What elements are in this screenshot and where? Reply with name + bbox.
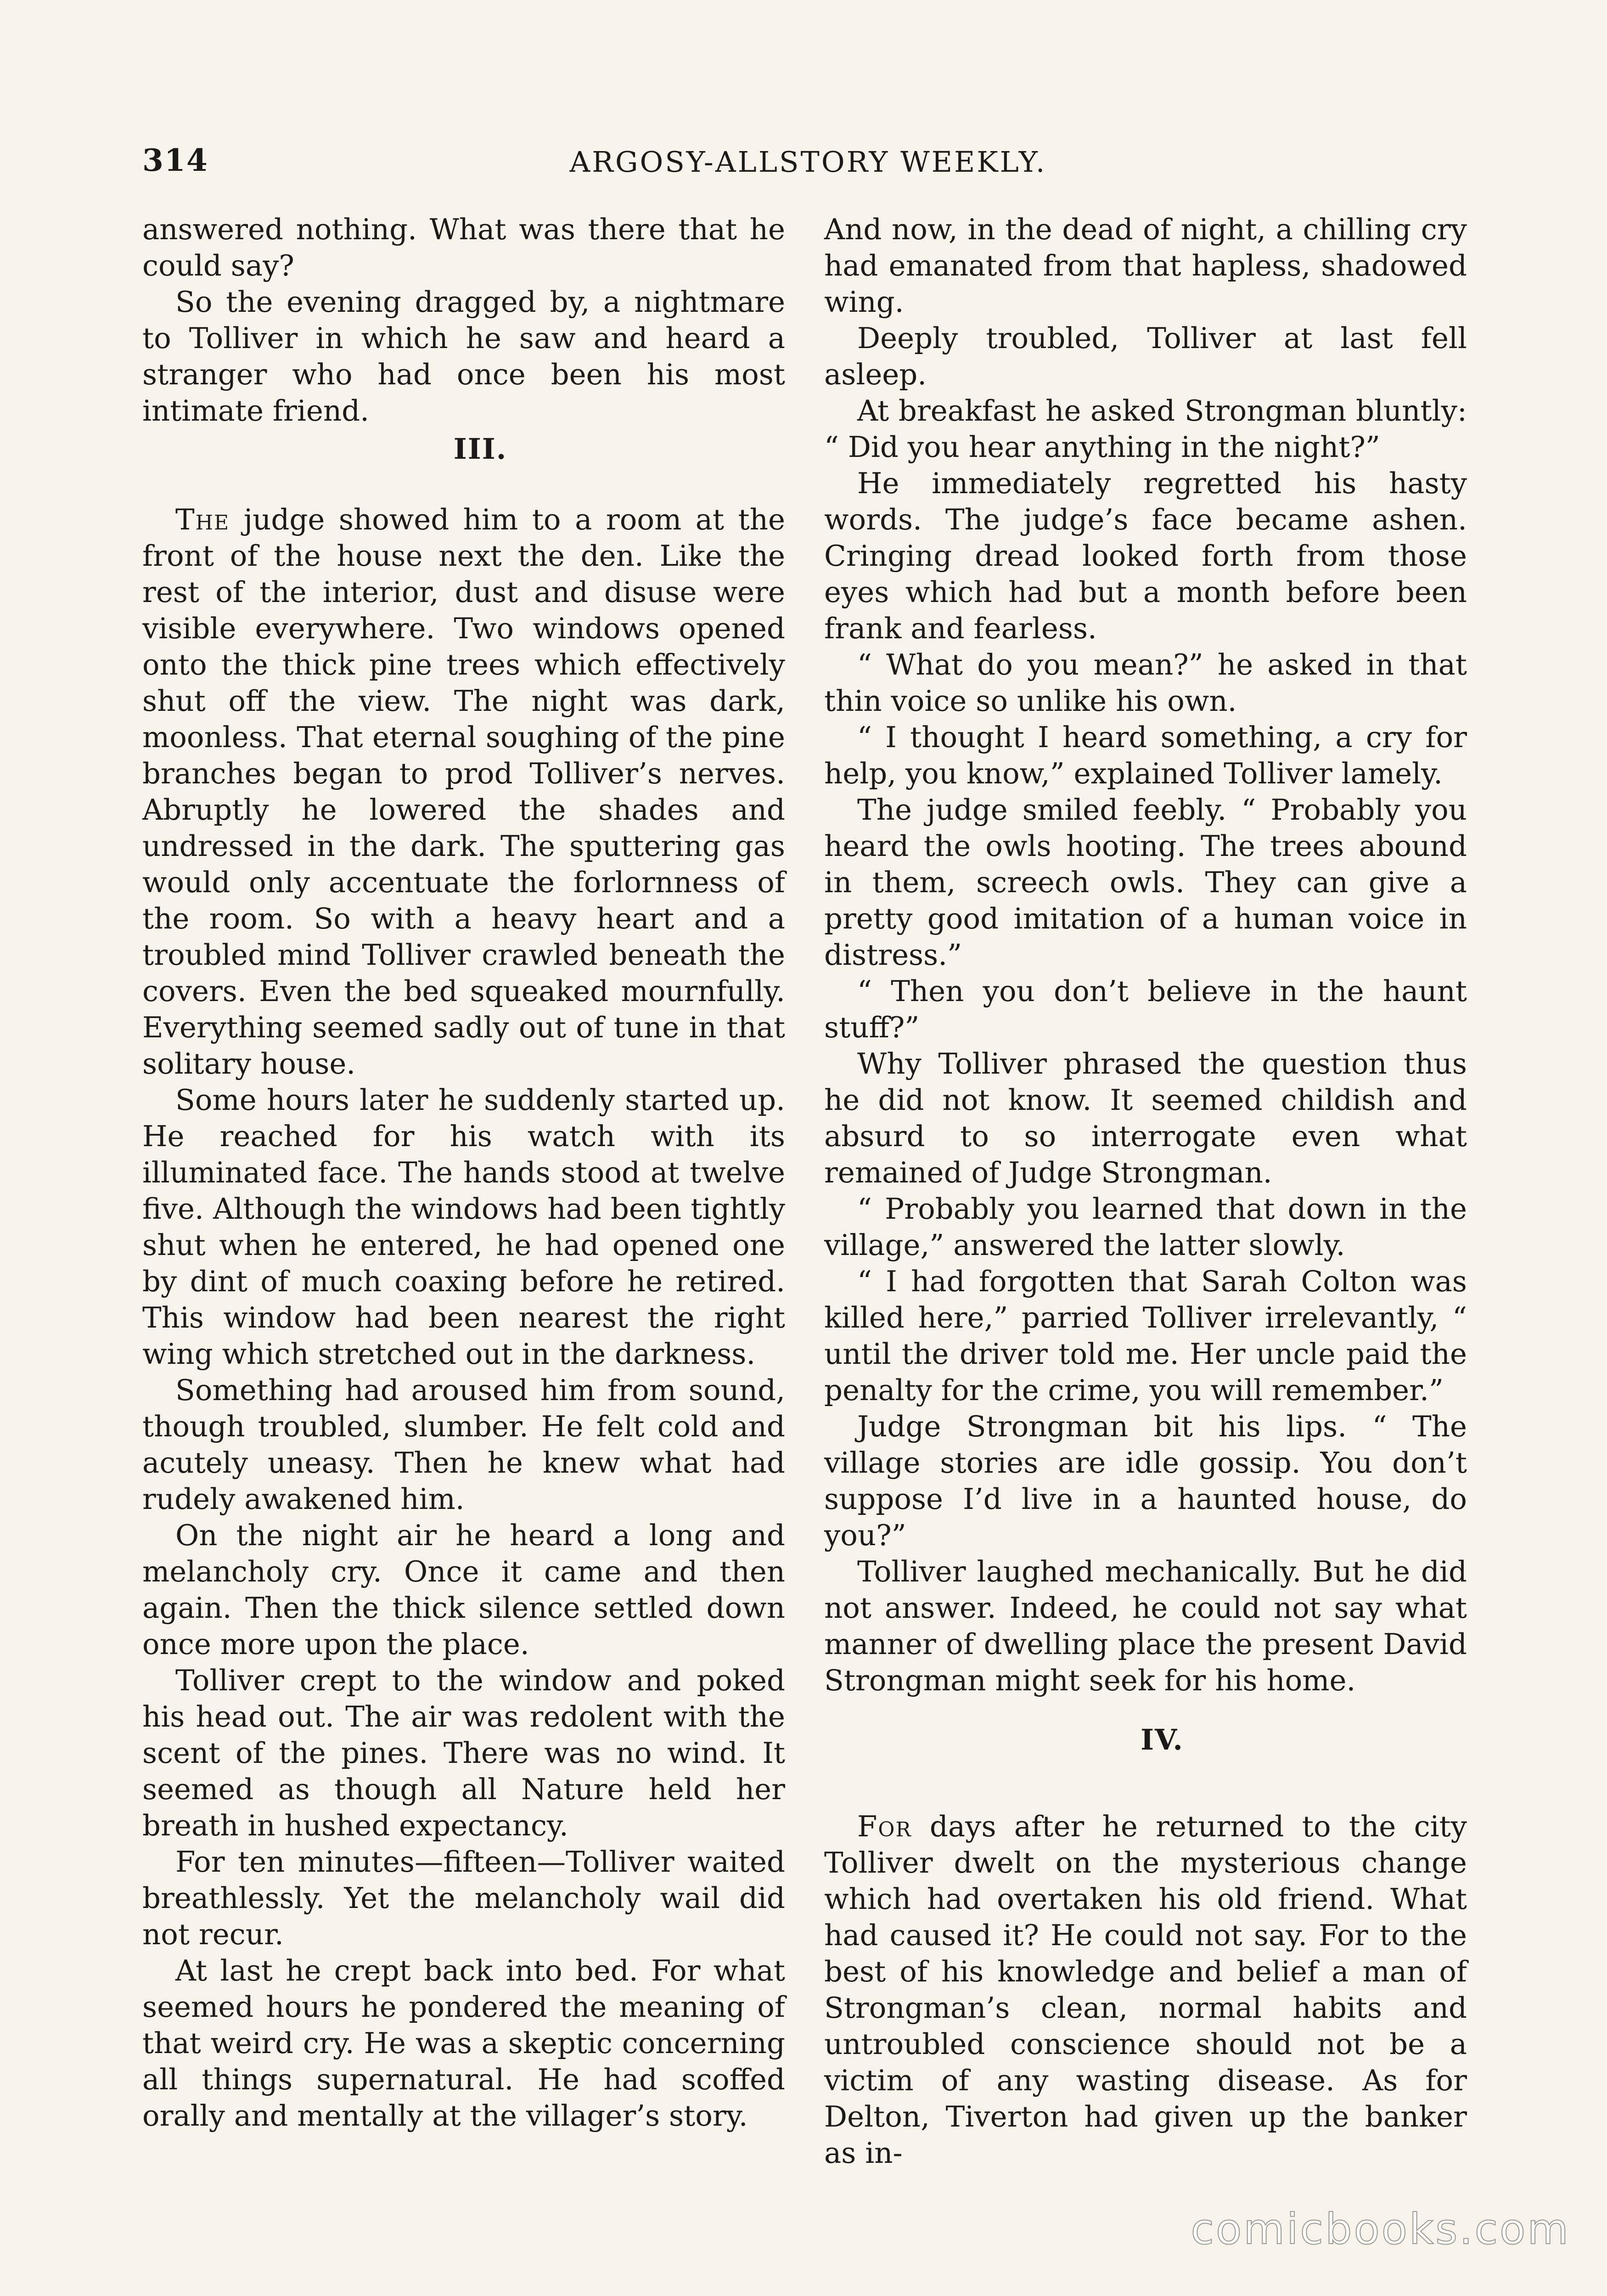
paragraph: At breakfast he asked Strongman bluntly: “ Did you hear anything in the night?” [824, 394, 1467, 464]
running-title: ARGOSY-ALLSTORY WEEKLY. [569, 145, 1047, 179]
paragraph [824, 1808, 1467, 2171]
drop-lead-word: For [857, 1810, 912, 1843]
paragraph: The judge smiled feebly. “ Probably you heard the owls hooting. The trees abound in them, screech owls. They can give a pretty good imitation of a human voice in distress.” [824, 793, 1467, 972]
paragraph: Some hours later he suddenly started up. He reached for his watch with its illuminated face. The hands stood at twelve five. Although the windows had been tightly shut when he entered, he had opened one by dint of much coaxing before he retired. This window had been nearest the right wing which stretched out in the darkness. [142, 1083, 785, 1371]
paragraph-text: days after he returned to the city Tolliver dwelt on the mysterious change which had overtaken his old friend. What had caused it? He could not say. For to the best of his knowledge and belief a man of Strongman’s clean, normal habits and untroubled conscience should not be a victim of any wasting disease. As for Delton, Tiverton had given up the banker as in- [824, 1810, 1467, 2170]
paragraph: Why Tolliver phrased the question thus he did not know. It seemed childish and absurd to so interrogate even what remained of Judge Strongman. [824, 1047, 1467, 1189]
paragraph-text: judge showed him to a room at the front of the house next the den. Like the rest of the interior, dust and disuse were visible everywhere. Two windows opened onto the thick pine trees which effectively shut off the view. The night was dark, moonless. That eternal soughing of the pine branches began to prod Tolliver’s nerves. Abruptly he lowered the shades and undressed in the dark. The sputtering gas would only accentuate the forlornness of the room. So with a heavy heart and a troubled mind Tolliver crawled beneath the covers. Even the bed squeaked mournfully. Everything seemed sadly out of tune in that solitary house. [142, 503, 785, 1080]
paragraph: Judge Strongman bit his lips. “ The village stories are idle gossip. You don’t suppose I’d live in a haunted house, do you?” [824, 1410, 1467, 1552]
page-number: 314 [142, 142, 208, 178]
watermark: comicbooks.com [1191, 2205, 1570, 2254]
paragraph: At last he crept back into bed. For what seemed hours he pondered the meaning of that weird cry. He was a skeptic concerning all things supernatural. He had scoffed orally and mentally at the villager’s story. [142, 1954, 785, 2133]
paragraph [142, 501, 785, 1082]
running-header [142, 142, 1474, 193]
paragraph: Tolliver laughed mechanically. But he did not answer. Indeed, he could not say what manner of dwelling place the present David Strongman might seek for his home. [824, 1555, 1467, 1697]
paragraph: “ I had forgotten that Sarah Colton was killed here,” parried Tolliver irrelevantly, “ until the driver told me. Her uncle paid the penalty for the crime, you will remember.” [824, 1265, 1467, 1407]
right-column [824, 211, 1467, 2170]
paragraph: Something had aroused him from sound, though troubled, slumber. He felt cold and acutely uneasy. Then he knew what had rudely awakened him. [142, 1373, 785, 1516]
paragraph: answered nothing. What was there that he could say? [142, 213, 785, 282]
paragraph: Tolliver crept to the window and poked his head out. The air was redolent with the scent of the pines. There was no wind. It seemed as though all Nature held her breath in hushed expectancy. [142, 1664, 785, 1842]
section-heading-iii: III. [453, 432, 507, 466]
paragraph: Deeply troubled, Tolliver at last fell asleep. [824, 321, 1467, 391]
paragraph: For ten minutes—fifteen—Tolliver waited breathlessly. Yet the melancholy wail did not recur. [142, 1845, 785, 1951]
paragraph: “ What do you mean?” he asked in that thin voice so unlike his own. [824, 648, 1467, 718]
paragraph: So the evening dragged by, a nightmare to Tolliver in which he saw and heard a stranger who had once been his most intimate friend. [142, 285, 785, 428]
paragraph: “ Probably you learned that down in the village,” answered the latter slowly. [824, 1192, 1467, 1262]
left-column [142, 211, 785, 2167]
paragraph: He immediately regretted his hasty words. The judge’s face became ashen. Cringing dread looked forth from those eyes which had but a month before been frank and fearless. [824, 467, 1467, 645]
paragraph: On the night air he heard a long and melancholy cry. Once it came and then again. Then the thick silence settled down once more upon the place. [142, 1519, 785, 1661]
drop-lead-word: The [175, 503, 230, 536]
paragraph: “ I thought I heard something, a cry for help, you know,” explained Tolliver lamely. [824, 720, 1467, 790]
section-heading-iv: IV. [1141, 1723, 1184, 1756]
paragraph: “ Then you don’t believe in the haunt stuff?” [824, 974, 1467, 1044]
paragraph: And now, in the dead of night, a chilling cry had emanated from that hapless, shadowed wing. [824, 213, 1467, 319]
